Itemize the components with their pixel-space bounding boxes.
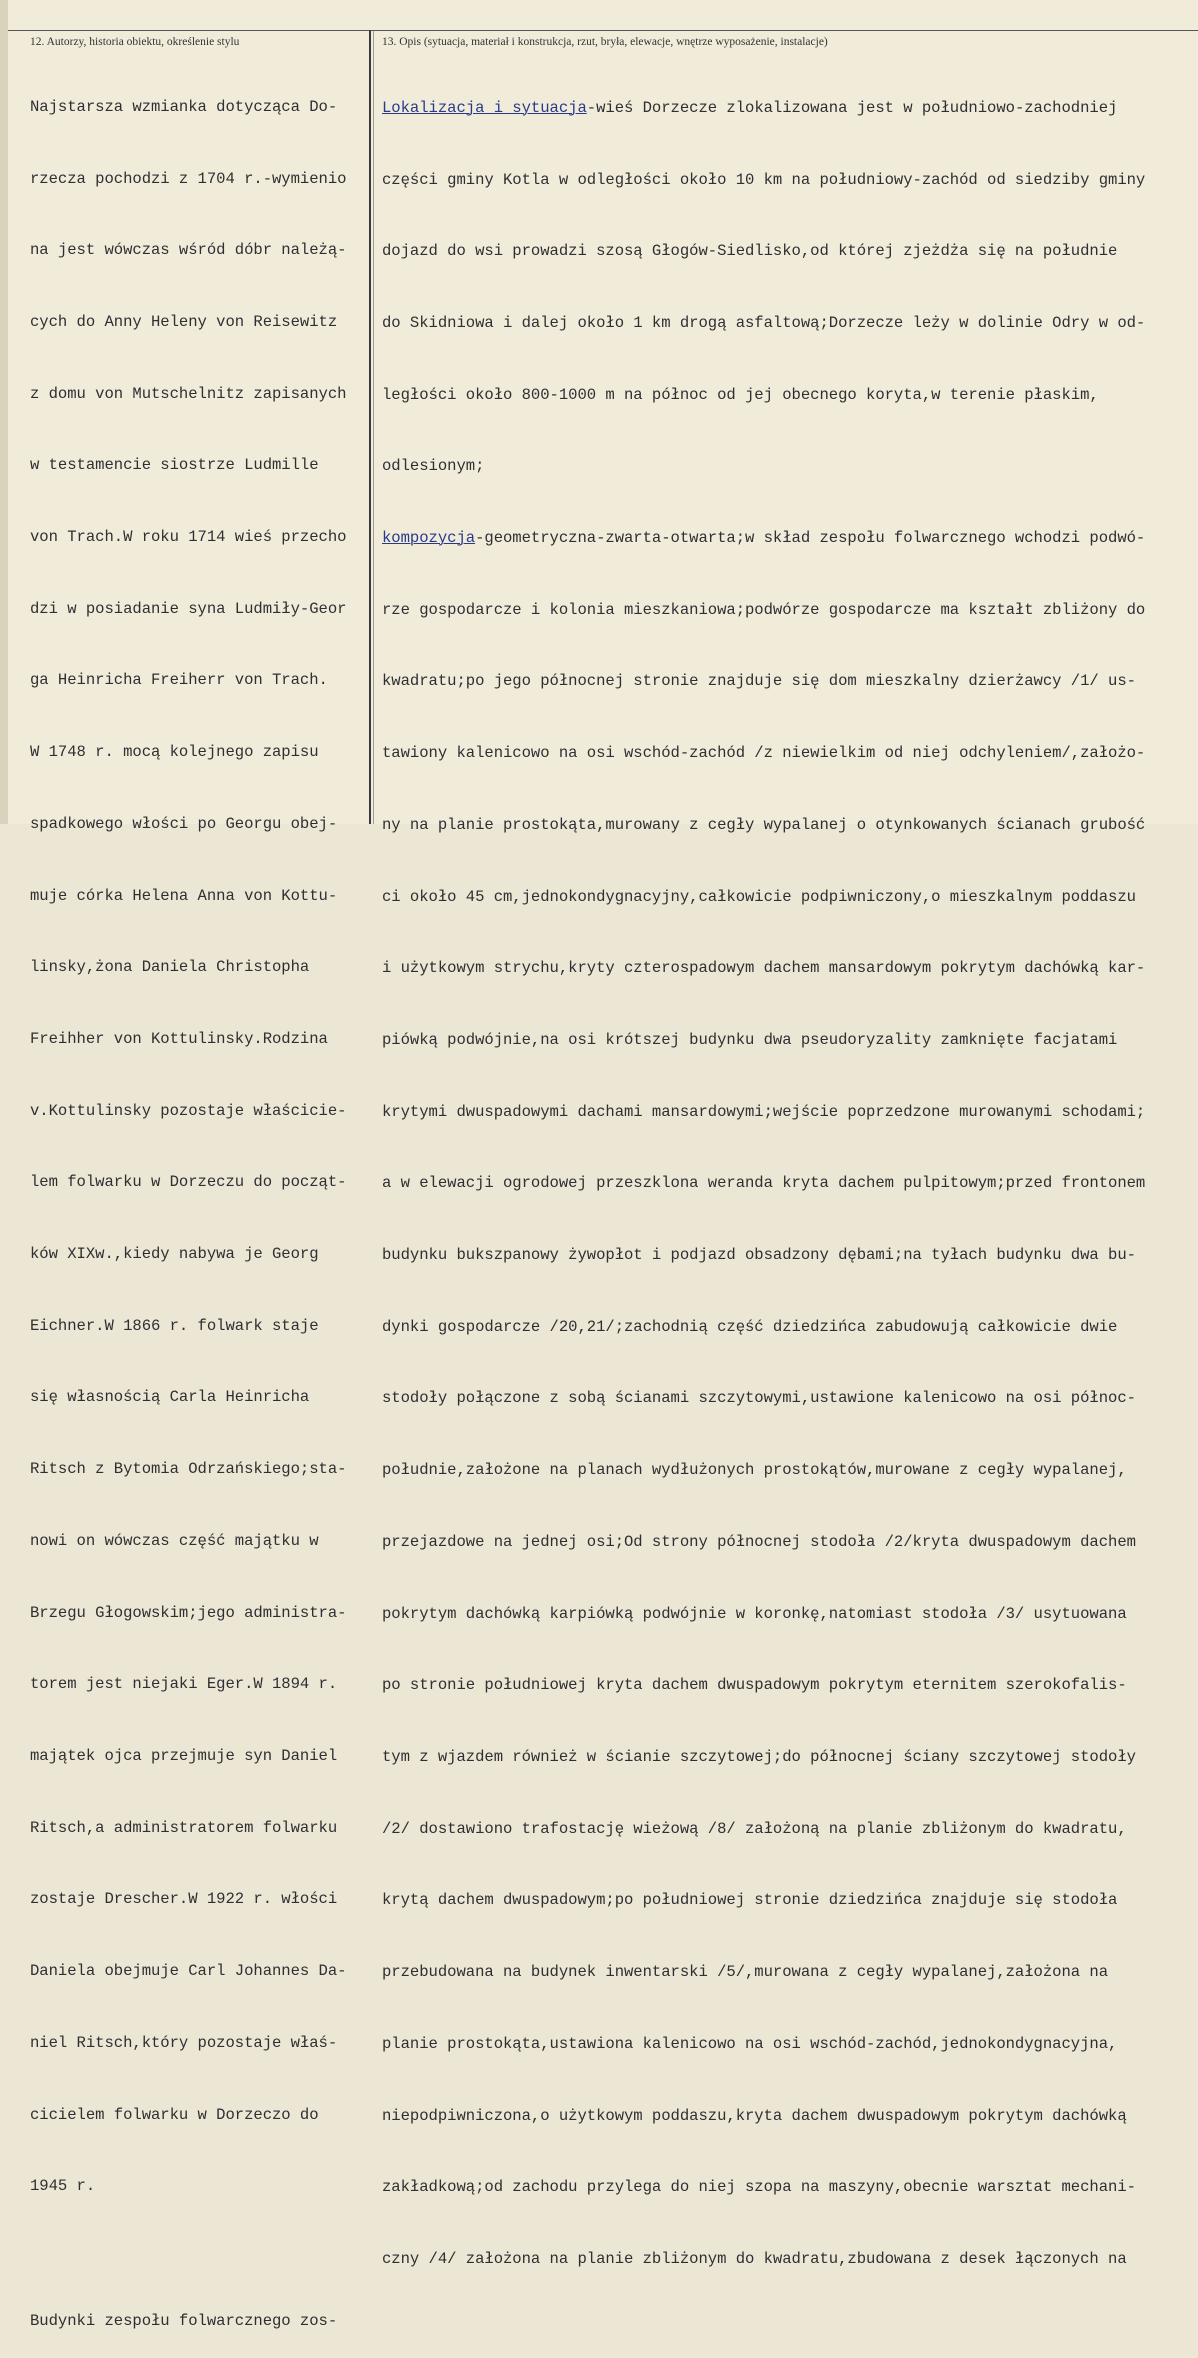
history-line: majątek ojca przejmuje syn Daniel <box>30 1746 338 1765</box>
history-line: cych do Anny Heleny von Reisewitz <box>30 312 338 331</box>
description-line: tawiony kalenicowo na osi wschód-zachód /z niewielkim od niej odchyleniem/,założo- <box>382 744 1146 763</box>
history-line: cicielem folwarku w Dorzeczo do <box>30 2105 319 2124</box>
history-line: linsky,żona Daniela Christopha <box>30 958 310 977</box>
description-line <box>382 97 1145 121</box>
history-line: rzecza pochodzi z 1704 r.-wymienio <box>30 169 347 188</box>
description-line: po stronie południowej kryta dachem dwuspadowym pokrytym eternitem szerokofalis- <box>382 1676 1127 1695</box>
history-line: v.Kottulinsky pozostaje właściciе- <box>30 1101 347 1120</box>
description-line: tym z wjazdem również w ścianie szczytowej;do północnej ściany szczytowej stodoły <box>382 1747 1136 1766</box>
left-column-header: 12. Autorzy, historia obiektu, określenie stylu <box>30 36 240 48</box>
description-line: pokrytym dachówką karpiówką podwójnie w koronkę,natomiast stodoła /3/ usytuowana <box>382 1604 1127 1623</box>
history-line: niel Ritsch,który pozostaje właś- <box>30 2033 338 2052</box>
history-line: spadkowego włości po Georgu obej- <box>30 814 338 833</box>
column-divider <box>369 30 371 824</box>
history-line: się własnością Carla Heinricha <box>30 1388 310 1407</box>
section-heading-composition: kompozycja <box>382 529 476 548</box>
description-line: piówką podwójnie,na osi krótszej budynku dwa pseudoryzality zamknięte facjatami <box>382 1030 1118 1049</box>
description-line: niepodpiwniczona,o użytkowym poddaszu,kryta dachem dwuspadowym pokrytym dachówką <box>382 2106 1127 2125</box>
description-line: zakładkową;od zachodu przylega do niej szopa na maszyny,obecnie warsztat mechani- <box>382 2178 1136 2197</box>
header-rule-right <box>371 30 1198 31</box>
history-line: lem folwarku w Dorzeczu do począt- <box>30 1173 347 1192</box>
description-line: części gminy Kotla w odległości około 10 km na południowy-zachód od siedziby gminy <box>382 170 1146 189</box>
history-line: w testamencie siostrze Ludmille <box>30 456 319 475</box>
history-line: Budynki zespołu folwarcznego zos- <box>30 2311 338 2330</box>
history-line: na jest wówczas wśród dóbr należą- <box>30 241 347 260</box>
description-line: dynki gospodarcze /20,21/;zachodnią część dziedzińca zabudowują całkowicie dwie <box>382 1317 1118 1336</box>
section-heading-location: Lokalizacja i sytuacja <box>382 98 587 117</box>
paragraph-gap <box>30 2247 346 2262</box>
description-line: planie prostokąta,ustawiona kalenicowo na osi wschód-zachód,jednokondygnacyjna, <box>382 2034 1118 2053</box>
description-line: budynku bukszpanowy żywopłot i podjazd obsadzony dębami;na tyłach budynku dwa bu- <box>382 1246 1136 1265</box>
description-line: południe,założone na planach wydłużonych prostokątów,murowane z cegły wypalanej, <box>382 1461 1127 1480</box>
description-line: krytymi dwuspadowymi dachami mansardowymi;wejście poprzedzone murowanymi schodami; <box>382 1102 1146 1121</box>
description-line: /2/ dostawiono trafostację wieżową /8/ założoną na planie zbliżonym do kwadratu, <box>382 1819 1127 1838</box>
history-line: Najstarsza wzmianka dotycząca Do- <box>30 97 338 116</box>
column-divider-inner <box>373 30 374 824</box>
history-line: Ritsch,a administratorem folwarku <box>30 1818 338 1837</box>
history-line: W 1748 r. mocą kolejnego zapisu <box>30 743 319 762</box>
history-line: torem jest niejaki Eger.W 1894 r. <box>30 1675 338 1694</box>
description-text: -wieś Dorzecze zlokalizowana jest w południowo-zachodniej <box>586 98 1118 117</box>
description-line: i użytkowym strychu,kryty czterospadowym dachem mansardowym pokrytym dachówką kar- <box>382 959 1146 978</box>
history-line: Ritsch z Bytomia Odrzańskiego;sta- <box>30 1460 347 1479</box>
description-text: -geometryczna-zwarta-otwarta;w skład zespołu folwarcznego wchodzi podwó- <box>475 529 1146 548</box>
history-line: 1945 r. <box>30 2177 96 2196</box>
description-line: kwadratu;po jego północnej stronie znajduje się dom mieszkalny dzierżawcy /1/ us- <box>382 672 1136 691</box>
description-line: a w elewacji ogrodowej przeszklona weranda kryta dachem pulpitowym;przed frontonem <box>382 1174 1146 1193</box>
description-line <box>382 527 1145 551</box>
description-line: dojazd do wsi prowadzi szosą Głogów-Siedlisko,od której zjeżdża się na południe <box>382 242 1118 261</box>
header-rule-left <box>8 30 370 31</box>
right-column-header: 13. Opis (sytuacja, materiał i konstrukcja, rzut, bryła, elewacje, wnętrze wyposażenie, instalacje) <box>382 36 828 48</box>
history-line: dzi w posiadanie syna Ludmiły-Geor <box>30 599 347 618</box>
description-line: czny /4/ założona na planie zbliżonym do kwadratu,zbudowana z desek łączonych na <box>382 2249 1127 2268</box>
history-line: ga Heinricha Freiherr von Trach. <box>30 671 328 690</box>
description-line: ci około 45 cm,jednokondygnacyjny,całkowicie podpiwniczony,o mieszkalnym poddaszu <box>382 887 1136 906</box>
description-line: odlesionym; <box>382 457 485 476</box>
history-line: nowi on wówczas część majątku w <box>30 1531 319 1550</box>
history-line: ków XIXw.,kiedy nabywa je Georg <box>30 1245 319 1264</box>
description-line: przebudowana na budynek inwentarski /5/,murowana z cegły wypalanej,założona na <box>382 1963 1109 1982</box>
description-line: krytą dachem dwuspadowym;po południowej stronie dziedzińca znajduje się stodoła <box>382 1891 1118 1910</box>
description-line: przejazdowe na jednej osi;Od strony północnej stodoła /2/kryta dwuspadowym dachem <box>382 1532 1136 1551</box>
history-line: Brzegu Głogowskim;jego administra- <box>30 1603 347 1622</box>
history-line: zostaje Drescher.W 1922 r. włości <box>30 1890 338 1909</box>
description-line: ny na planie prostokąta,murowany z cegły wypalanej o otynkowanych ścianach grubość <box>382 815 1146 834</box>
description-line: stodoły połączone z sobą ścianami szczytowymi,ustawione kalenicowo na osi północ- <box>382 1389 1136 1408</box>
history-line: von Trach.W roku 1714 wieś przecho <box>30 528 347 547</box>
page-edge <box>0 0 8 824</box>
history-line: z domu von Mutschelnitz zapisanych <box>30 384 347 403</box>
history-line: Eichner.W 1866 r. folwark staje <box>30 1316 319 1335</box>
history-line: Daniela obejmuje Carl Johannes Da- <box>30 1962 347 1981</box>
description-line: rze gospodarcze i kolonia mieszkaniowa;podwórze gospodarcze ma kształt zbliżony do <box>382 600 1146 619</box>
description-column <box>382 49 1145 2296</box>
description-line: do Skidniowa i dalej około 1 km drogą asfaltową;Dorzecze leży w dolinie Odry w od- <box>382 313 1146 332</box>
history-line: Freihher von Kottulinsky.Rodzina <box>30 1029 328 1048</box>
history-line: muje córka Helena Anna von Kottu- <box>30 886 338 905</box>
description-line: ległości około 800-1000 m na północ od jej obecnego koryta,w terenie płaskim, <box>382 385 1099 404</box>
history-column <box>30 48 346 2358</box>
